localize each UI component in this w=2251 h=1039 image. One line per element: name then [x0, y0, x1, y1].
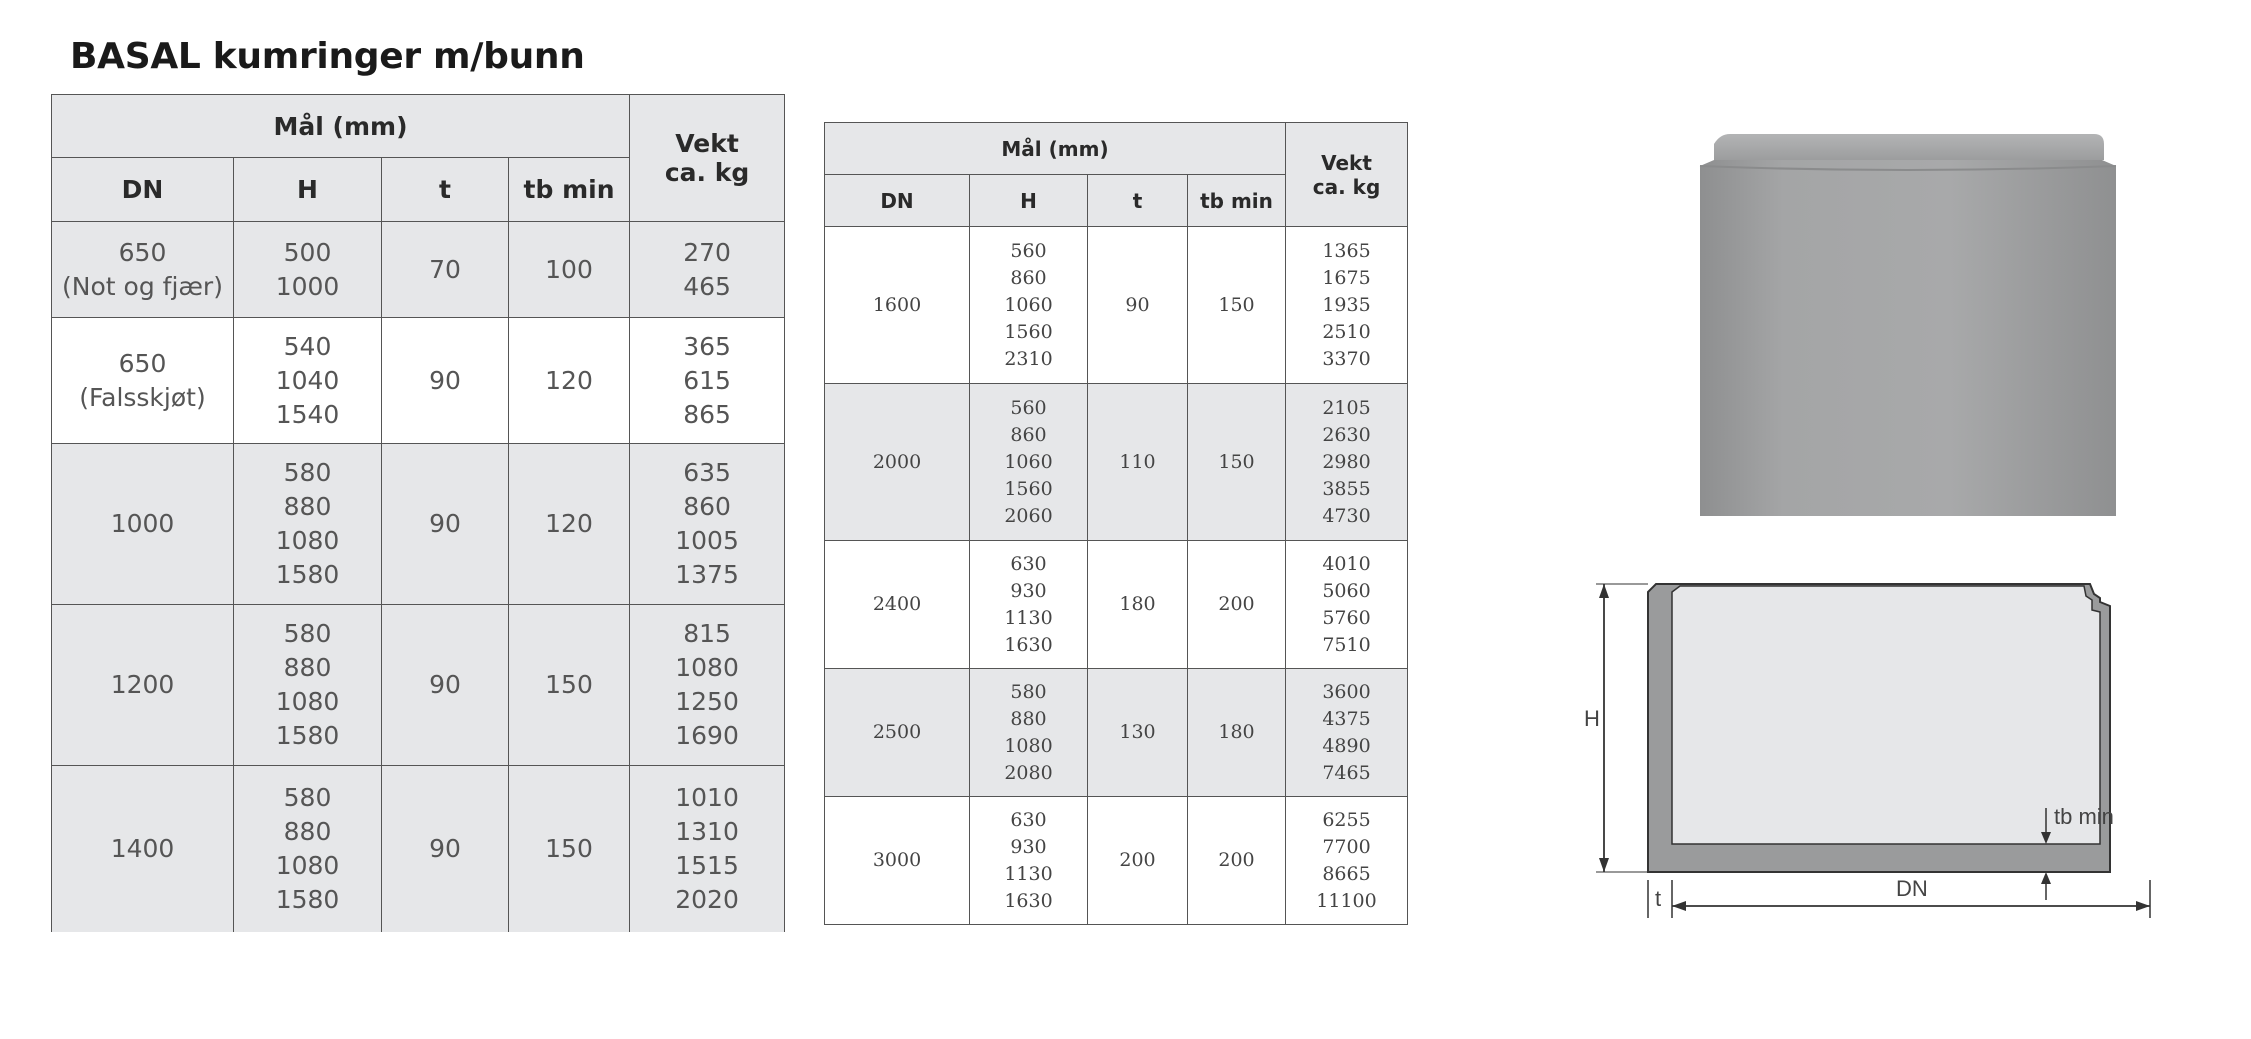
- cell-h-line: 860: [1010, 423, 1047, 446]
- cell-h-line: 930: [1010, 579, 1047, 602]
- cell-dn: [825, 669, 970, 797]
- cell-dn: [52, 766, 234, 932]
- cell-dn: [825, 797, 970, 925]
- cell-h-line: 930: [1010, 835, 1047, 858]
- cell-weight: [630, 444, 785, 605]
- cell-dn: [52, 444, 234, 605]
- table-row: [52, 605, 785, 766]
- cell-h: [234, 766, 382, 932]
- table-row: [825, 669, 1408, 797]
- column-header-tb-min: tb min: [509, 158, 630, 222]
- table-row: [825, 797, 1408, 925]
- cell-dn-line: 2400: [872, 593, 922, 615]
- cell-h-line: 1040: [275, 365, 340, 395]
- cell-weight: [630, 766, 785, 932]
- cell-h-line: 880: [1010, 707, 1047, 730]
- cell-weight-line: 7510: [1322, 633, 1371, 656]
- cross-section-diagram: [1570, 570, 2190, 940]
- label-dn: DN: [1896, 876, 1928, 901]
- cell-tb-min: 120: [509, 444, 630, 605]
- column-header-h: H: [970, 175, 1088, 227]
- cell-h-line: 1560: [1004, 320, 1053, 343]
- group-header: Mål (mm): [52, 95, 630, 158]
- cell-h-line: 580: [283, 619, 332, 648]
- cell-h: [970, 669, 1088, 797]
- cell-h-line: 1080: [1004, 734, 1053, 757]
- cell-weight-line: 365: [683, 331, 731, 361]
- cell-weight-line: 1690: [675, 721, 739, 750]
- cell-dn-line: 1400: [110, 833, 175, 863]
- cell-weight-line: 2020: [675, 884, 739, 914]
- cell-h-line: 860: [1010, 266, 1047, 289]
- cell-h-line: 2310: [1004, 347, 1053, 370]
- dimension-table-right: [824, 122, 1408, 925]
- cell-h-line: 630: [1010, 552, 1047, 575]
- cell-h-line: 1580: [275, 884, 340, 914]
- cell-h-line: 1060: [1004, 450, 1053, 473]
- cell-weight: [630, 318, 785, 444]
- cell-weight-line: 5760: [1322, 606, 1371, 629]
- cell-dn: [52, 605, 234, 766]
- cell-weight-line: 1010: [675, 782, 739, 812]
- table-row: [825, 227, 1408, 384]
- cell-weight-line: 1375: [675, 560, 739, 589]
- cell-h-line: 1130: [1004, 862, 1053, 885]
- cell-h-line: 880: [283, 653, 332, 682]
- column-header-t: t: [1088, 175, 1188, 227]
- cell-weight-line: 2980: [1322, 450, 1371, 473]
- label-tb-min: tb min: [2054, 804, 2114, 829]
- cell-weight-line: 4375: [1322, 707, 1371, 730]
- table-row: [825, 541, 1408, 669]
- cell-weight-line: 1250: [675, 687, 739, 716]
- cell-h-line: 2060: [1004, 504, 1053, 527]
- cell-weight-line: 5060: [1322, 579, 1371, 602]
- cell-weight-line: 1005: [675, 526, 739, 555]
- cell-h: [970, 384, 1088, 541]
- cell-weight: [630, 222, 785, 318]
- table-row: [52, 318, 785, 444]
- column-header-h: H: [234, 158, 382, 222]
- cell-h-line: 580: [283, 782, 332, 812]
- cell-h-line: 560: [1010, 396, 1047, 419]
- cell-t: 90: [382, 318, 509, 444]
- cell-h: [970, 541, 1088, 669]
- cell-weight: [1286, 227, 1408, 384]
- column-header-dn: DN: [825, 175, 970, 227]
- cell-weight-line: 4010: [1322, 552, 1371, 575]
- cell-weight-line: 270: [683, 237, 731, 267]
- cell-tb-min: 150: [509, 605, 630, 766]
- cell-h-line: 500: [283, 237, 332, 267]
- cell-weight-line: 2630: [1322, 423, 1371, 446]
- cell-weight: [1286, 541, 1408, 669]
- cell-h: [234, 444, 382, 605]
- cell-h-line: 880: [283, 492, 332, 521]
- cell-weight-line: 3855: [1322, 477, 1371, 500]
- cell-weight-line: 7465: [1322, 761, 1371, 784]
- cell-tb-min: 150: [1188, 384, 1286, 541]
- cell-weight-line: 1935: [1322, 293, 1371, 316]
- cell-weight-line: 4730: [1322, 504, 1371, 527]
- cell-weight: [1286, 384, 1408, 541]
- cell-dn: [52, 318, 234, 444]
- cell-h: [970, 227, 1088, 384]
- page-title: BASAL kumringer m/bunn: [70, 36, 585, 77]
- cell-dn-line: (Not og fjær): [62, 271, 223, 301]
- cell-t: 90: [382, 766, 509, 932]
- cell-h-line: 1560: [1004, 477, 1053, 500]
- cell-tb-min: 200: [1188, 797, 1286, 925]
- cell-dn-line: 650: [118, 237, 167, 267]
- cell-dn: [825, 227, 970, 384]
- cell-weight-line: 635: [683, 458, 731, 487]
- column-header-t: t: [382, 158, 509, 222]
- cell-h-line: 2080: [1004, 761, 1053, 784]
- cell-weight-line: 7700: [1322, 835, 1371, 858]
- cell-t: 90: [1088, 227, 1188, 384]
- cell-weight-line: 1080: [675, 653, 739, 682]
- cell-dn-line: 2000: [872, 450, 922, 473]
- cell-dn-line: (Falsskjøt): [79, 382, 206, 412]
- cell-h-line: 580: [283, 458, 332, 487]
- cell-weight-line: 1310: [675, 816, 739, 846]
- cell-h-line: 880: [283, 816, 332, 846]
- label-h: H: [1584, 706, 1600, 731]
- cell-weight: [1286, 669, 1408, 797]
- cell-weight-line: 860: [683, 492, 731, 521]
- table-row: [52, 222, 785, 318]
- table-row: [52, 766, 785, 932]
- cell-h: [234, 222, 382, 318]
- cell-tb-min: 100: [509, 222, 630, 318]
- cell-h-line: 1060: [1004, 293, 1053, 316]
- cell-t: 110: [1088, 384, 1188, 541]
- cell-dn: [52, 222, 234, 318]
- cell-weight-line: 1515: [675, 850, 739, 880]
- cell-h-line: 1630: [1004, 633, 1053, 656]
- cell-weight-line: 2510: [1322, 320, 1371, 343]
- cell-weight-line: 8665: [1322, 862, 1371, 885]
- cell-dn: [825, 541, 970, 669]
- cell-tb-min: 200: [1188, 541, 1286, 669]
- cell-dn-line: 1600: [872, 293, 922, 316]
- cell-dn-line: 1000: [110, 509, 175, 538]
- cell-h-line: 1580: [275, 560, 340, 589]
- cell-h-line: 1630: [1004, 889, 1053, 912]
- cell-dn-line: 2500: [872, 721, 922, 743]
- column-header-dn: DN: [52, 158, 234, 222]
- cell-tb-min: 180: [1188, 669, 1286, 797]
- cell-dn: [825, 384, 970, 541]
- cell-weight-line: 3600: [1322, 680, 1371, 703]
- cell-dn-line: 3000: [872, 849, 922, 871]
- cell-weight-line: 6255: [1322, 808, 1371, 831]
- cell-weight-line: 1365: [1322, 239, 1371, 262]
- cell-h-line: 1080: [275, 850, 340, 880]
- cell-weight-line: 465: [683, 271, 731, 301]
- cell-t: 90: [382, 605, 509, 766]
- dimension-table-left: [51, 94, 785, 932]
- cell-weight-line: 615: [683, 365, 731, 395]
- cell-weight: [1286, 797, 1408, 925]
- cell-weight-line: 3370: [1322, 347, 1371, 370]
- cell-tb-min: 150: [509, 766, 630, 932]
- cell-h: [234, 605, 382, 766]
- cell-tb-min: 150: [1188, 227, 1286, 384]
- cell-t: 200: [1088, 797, 1188, 925]
- cell-weight-line: 815: [683, 619, 731, 648]
- cell-h-line: 630: [1010, 808, 1047, 831]
- cell-h-line: 560: [1010, 239, 1047, 262]
- cell-weight-line: 1675: [1322, 266, 1371, 289]
- cell-weight-line: 11100: [1316, 889, 1377, 912]
- weight-header: [1286, 123, 1408, 227]
- table-row: [825, 384, 1408, 541]
- cell-h-line: 1080: [275, 526, 340, 555]
- cell-weight-line: 4890: [1322, 734, 1371, 757]
- cell-h: [234, 318, 382, 444]
- weight-header-line1: Vekt: [675, 129, 739, 158]
- cell-tb-min: 120: [509, 318, 630, 444]
- manhole-ring-image: [1690, 130, 2130, 530]
- weight-header-line1: Vekt: [1321, 150, 1372, 175]
- cell-h-line: 1000: [275, 271, 340, 301]
- cell-dn-line: 1200: [110, 670, 175, 699]
- weight-header-line2: ca. kg: [664, 158, 750, 187]
- cell-dn-line: 650: [118, 348, 167, 378]
- cell-t: 90: [382, 444, 509, 605]
- label-t: t: [1655, 886, 1662, 911]
- cell-t: 180: [1088, 541, 1188, 669]
- cell-h-line: 1580: [275, 721, 340, 750]
- cell-t: 70: [382, 222, 509, 318]
- cell-h: [970, 797, 1088, 925]
- group-header: Mål (mm): [825, 123, 1286, 175]
- cell-h-line: 1080: [275, 687, 340, 716]
- weight-header-line2: ca. kg: [1312, 174, 1381, 199]
- table-row: [52, 444, 785, 605]
- cell-h-line: 1540: [275, 399, 340, 429]
- cell-h-line: 580: [1010, 680, 1047, 703]
- cell-h-line: 540: [283, 331, 332, 361]
- cell-weight-line: 2105: [1322, 396, 1371, 419]
- column-header-tb-min: tb min: [1188, 175, 1286, 227]
- weight-header: [630, 95, 785, 222]
- cell-weight: [630, 605, 785, 766]
- cell-h-line: 1130: [1004, 606, 1053, 629]
- cell-weight-line: 865: [683, 399, 731, 429]
- cell-t: 130: [1088, 669, 1188, 797]
